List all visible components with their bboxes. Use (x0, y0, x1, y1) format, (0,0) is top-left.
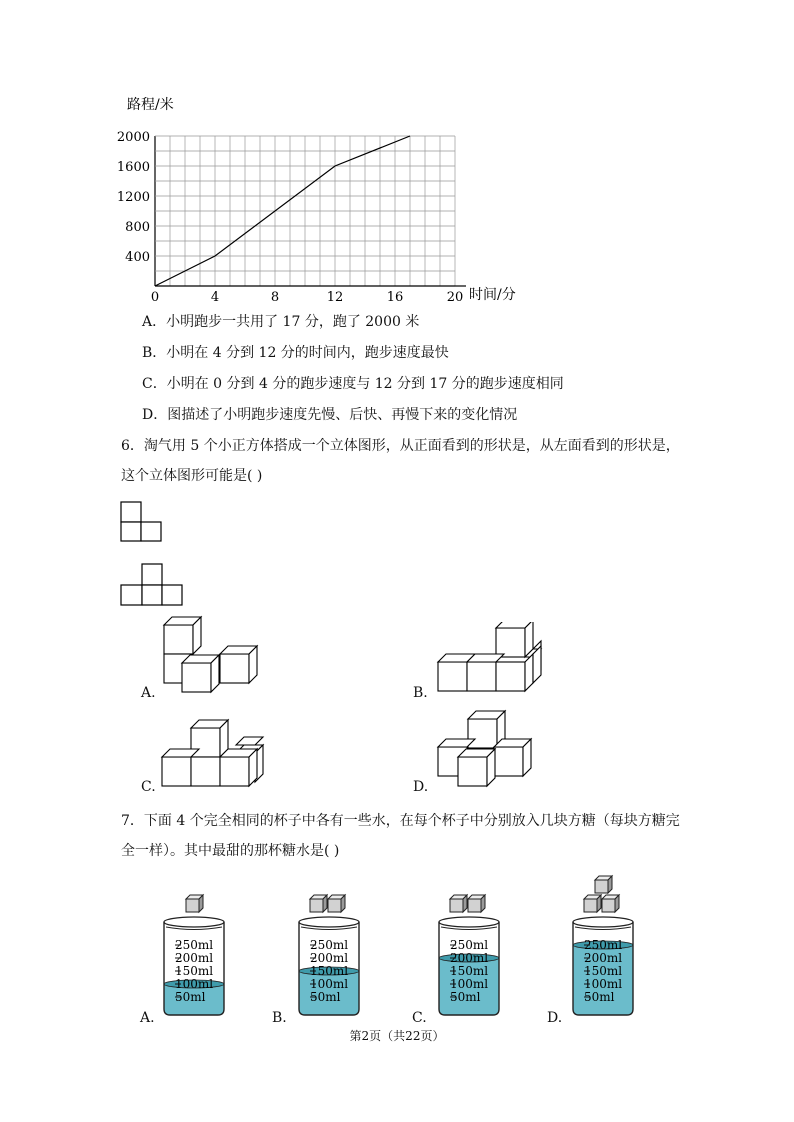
q6-question-line1: 6．淘气用 5 个小正方体搭成一个立体图形，从正面看到的形状是，从左面看到的形状是， (121, 438, 680, 454)
cup-scale-label: 150ml (310, 964, 349, 978)
cup-scale-label: 200ml (584, 951, 623, 965)
cup-a-label[interactable]: A. (140, 1010, 155, 1026)
cup-scale-label: 100ml (310, 977, 349, 991)
sugar-cube (186, 895, 203, 912)
q6-option-b-figure[interactable] (432, 622, 547, 694)
cup-scale-label: 150ml (450, 964, 489, 978)
q7-question-line1: 7．下面 4 个完全相同的杯子中各有一些水，在每个杯子中分别放入几块方糖（每块方糖完 (121, 813, 680, 829)
q6-option-c-figure[interactable] (155, 717, 270, 789)
cup-scale-label: 100ml (175, 977, 214, 991)
sugar-cube (310, 895, 327, 912)
sugar-cube (450, 895, 467, 912)
cup-rim (573, 917, 633, 927)
q5-option-a[interactable]: A．小明跑步一共用了 17 分，跑了 2000 米 (142, 314, 420, 330)
left-view-figure (115, 560, 195, 610)
cup-scale-label: 50ml (175, 990, 206, 1004)
q5-option-b[interactable]: B．小明在 4 分到 12 分的时间内，跑步速度最快 (142, 345, 449, 361)
x-tick-label: 0 (150, 290, 160, 305)
cup-rim (439, 917, 499, 927)
cup-scale-label: 200ml (450, 951, 489, 965)
x-tick-label: 12 (326, 290, 344, 305)
sugar-cube (595, 876, 612, 893)
cup-d-label[interactable]: D. (547, 1010, 563, 1026)
front-view-figure (115, 495, 175, 547)
q6-option-c-label[interactable]: C. (141, 779, 156, 795)
distance-time-chart (0, 0, 794, 310)
sugar-cube (602, 895, 619, 912)
y-tick-label: 800 (125, 220, 150, 235)
y-tick-label: 1200 (116, 190, 150, 205)
q6-question-line2: 这个立体图形可能是( ) (121, 468, 263, 484)
q6-option-a-figure[interactable] (155, 612, 265, 694)
cup-scale-label: 150ml (175, 964, 214, 978)
cup-scale-label: 100ml (584, 977, 623, 991)
q5-option-d[interactable]: D．图描述了小明跑步速度先慢、后快、再慢下来的变化情况 (142, 407, 518, 423)
q7-question-line2: 全一样）。其中最甜的那杯糖水是( ) (121, 843, 340, 859)
cup-scale-label: 50ml (450, 990, 481, 1004)
x-tick-label: 20 (446, 290, 464, 305)
sugar-cube (584, 895, 601, 912)
y-tick-label: 1600 (116, 160, 150, 175)
x-tick-label: 4 (210, 290, 220, 305)
cup-b-label[interactable]: B. (272, 1010, 287, 1026)
cup-scale-label: 50ml (584, 990, 615, 1004)
cup-scale-label: 250ml (175, 938, 214, 952)
cup-scale-label: 150ml (584, 964, 623, 978)
x-axis-label: 时间/分 (469, 287, 516, 303)
cup-scale-label: 200ml (175, 951, 214, 965)
sugar-cube (468, 895, 485, 912)
cup-scale-label: 100ml (450, 977, 489, 991)
y-tick-label: 2000 (116, 130, 150, 145)
x-tick-label: 16 (386, 290, 404, 305)
cup-rim (164, 917, 224, 927)
cup-scale-label: 50ml (310, 990, 341, 1004)
q6-option-b-label[interactable]: B. (413, 685, 428, 701)
cup-scale-label: 200ml (310, 951, 349, 965)
q6-option-d-label[interactable]: D. (413, 779, 429, 795)
cup-scale-label: 250ml (450, 938, 489, 952)
chart-grid (155, 136, 466, 286)
cup-scale-label: 250ml (584, 938, 623, 952)
y-tick-label: 400 (125, 250, 150, 265)
cup-c-label[interactable]: C. (412, 1010, 427, 1026)
y-axis-label: 路程/米 (127, 97, 174, 113)
sugar-water-cups (0, 860, 794, 1030)
x-tick-label: 8 (270, 290, 280, 305)
cup-rim (299, 917, 359, 927)
q5-option-c[interactable]: C．小明在 0 分到 4 分的跑步速度与 12 分到 17 分的跑步速度相同 (142, 376, 564, 392)
cup-scale-label: 250ml (310, 938, 349, 952)
page-footer: 第2页（共22页） (349, 1029, 445, 1043)
q6-option-a-label[interactable]: A. (141, 685, 156, 701)
sugar-cube (328, 895, 345, 912)
q6-option-d-figure[interactable] (432, 707, 537, 789)
